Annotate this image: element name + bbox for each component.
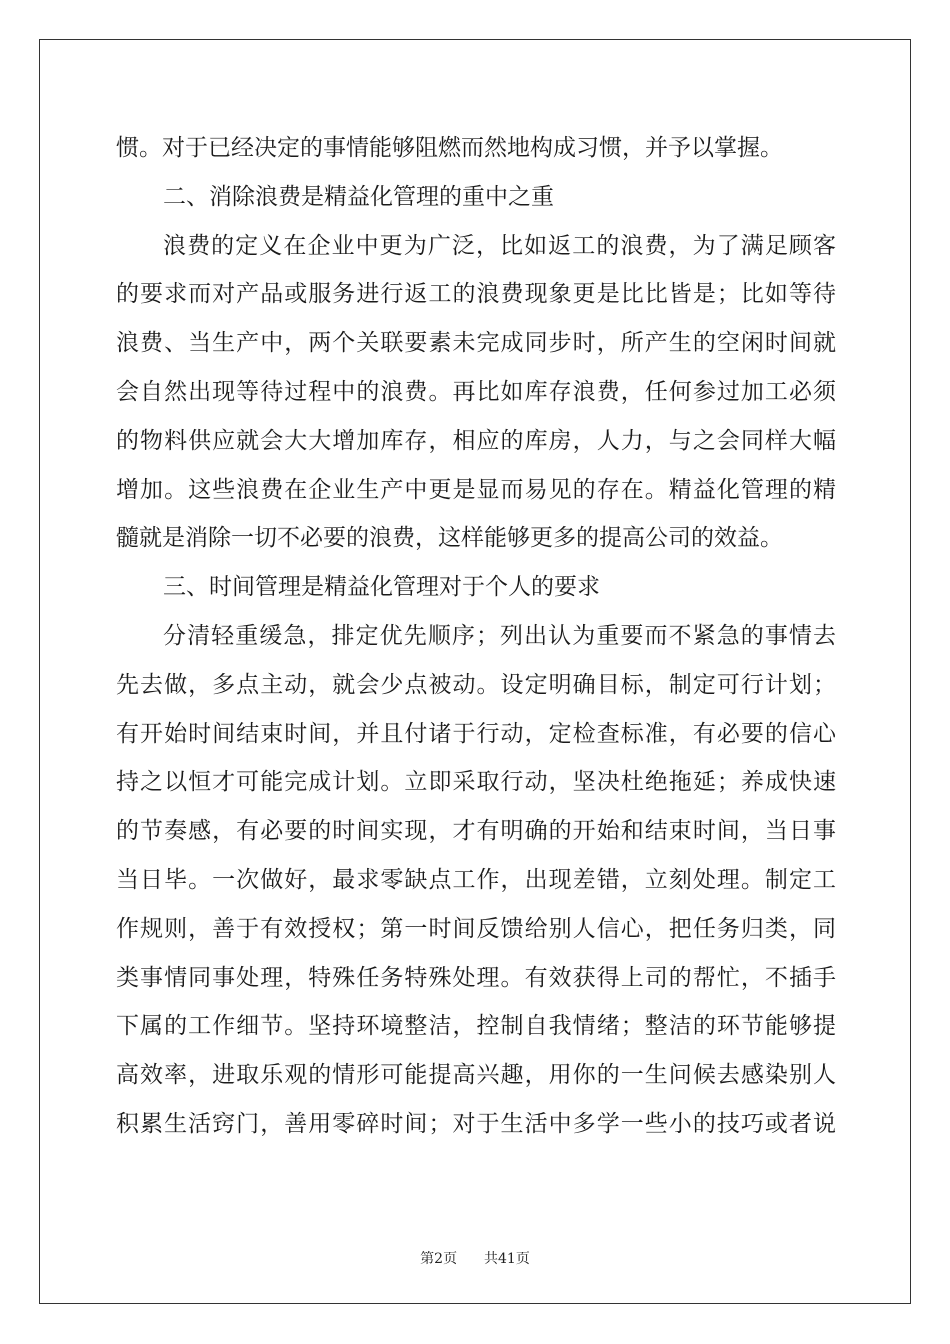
text-line: 的物料供应就会大大增加库存，相应的库房，人力，与之会同样大幅 xyxy=(116,427,836,454)
page-total: 共41页 xyxy=(484,1251,530,1267)
text-line: 髓就是消除一切不必要的浪费，这样能够更多的提高公司的效益。 xyxy=(116,525,783,552)
text-line: 类事情同事处理，特殊任务特殊处理。有效获得上司的帮忙，不插手 xyxy=(116,964,836,991)
section-heading-2: 二、消除浪费是精益化管理的重中之重 xyxy=(163,183,554,210)
page-number: 第2页 xyxy=(420,1251,458,1267)
text-line: 高效率，进取乐观的情形可能提高兴趣，用你的一生问候去感染别人 xyxy=(116,1062,836,1089)
text-line: 下属的工作细节。坚持环境整洁，控制自我情绪；整洁的环节能够提 xyxy=(116,1013,836,1040)
text-line: 会自然出现等待过程中的浪费。再比如库存浪费，任何参过加工必须 xyxy=(116,378,836,405)
text-line: 浪费、当生产中，两个关联要素未完成同步时，所产生的空闲时间就 xyxy=(116,330,836,357)
text-line: 分清轻重缓急，排定优先顺序；列出认为重要而不紧急的事情去 xyxy=(163,622,836,649)
text-line: 先去做，多点主动，就会少点被动。设定明确目标，制定可行计划； xyxy=(116,671,836,698)
text-line: 作规则，善于有效授权；第一时间反馈给别人信心，把任务归类，同 xyxy=(116,915,836,942)
text-line: 惯。对于已经决定的事情能够阻燃而然地构成习惯，并予以掌握。 xyxy=(116,135,783,161)
text-line: 的要求而对产品或服务进行返工的浪费现象更是比比皆是；比如等待 xyxy=(116,281,836,308)
document-body xyxy=(116,124,836,1149)
page-footer xyxy=(0,1248,950,1268)
text-line: 当日毕。一次做好，最求零缺点工作，出现差错，立刻处理。制定工 xyxy=(116,866,836,893)
text-line: 有开始时间结束时间，并且付诸于行动，定检查标准，有必要的信心 xyxy=(116,720,836,747)
text-line: 增加。这些浪费在企业生产中更是显而易见的存在。精益化管理的精 xyxy=(116,476,836,503)
text-line: 持之以恒才可能完成计划。立即采取行动，坚决杜绝拖延；养成快速 xyxy=(116,769,836,796)
section-heading-3: 三、时间管理是精益化管理对于个人的要求 xyxy=(163,574,600,601)
text-line: 浪费的定义在企业中更为广泛，比如返工的浪费，为了满足顾客 xyxy=(163,232,836,259)
text-line: 积累生活窍门，善用零碎时间；对于生活中多学一些小的技巧或者说 xyxy=(116,1110,836,1137)
text-line: 的节奏感，有必要的时间实现，才有明确的开始和结束时间，当日事 xyxy=(116,818,836,845)
